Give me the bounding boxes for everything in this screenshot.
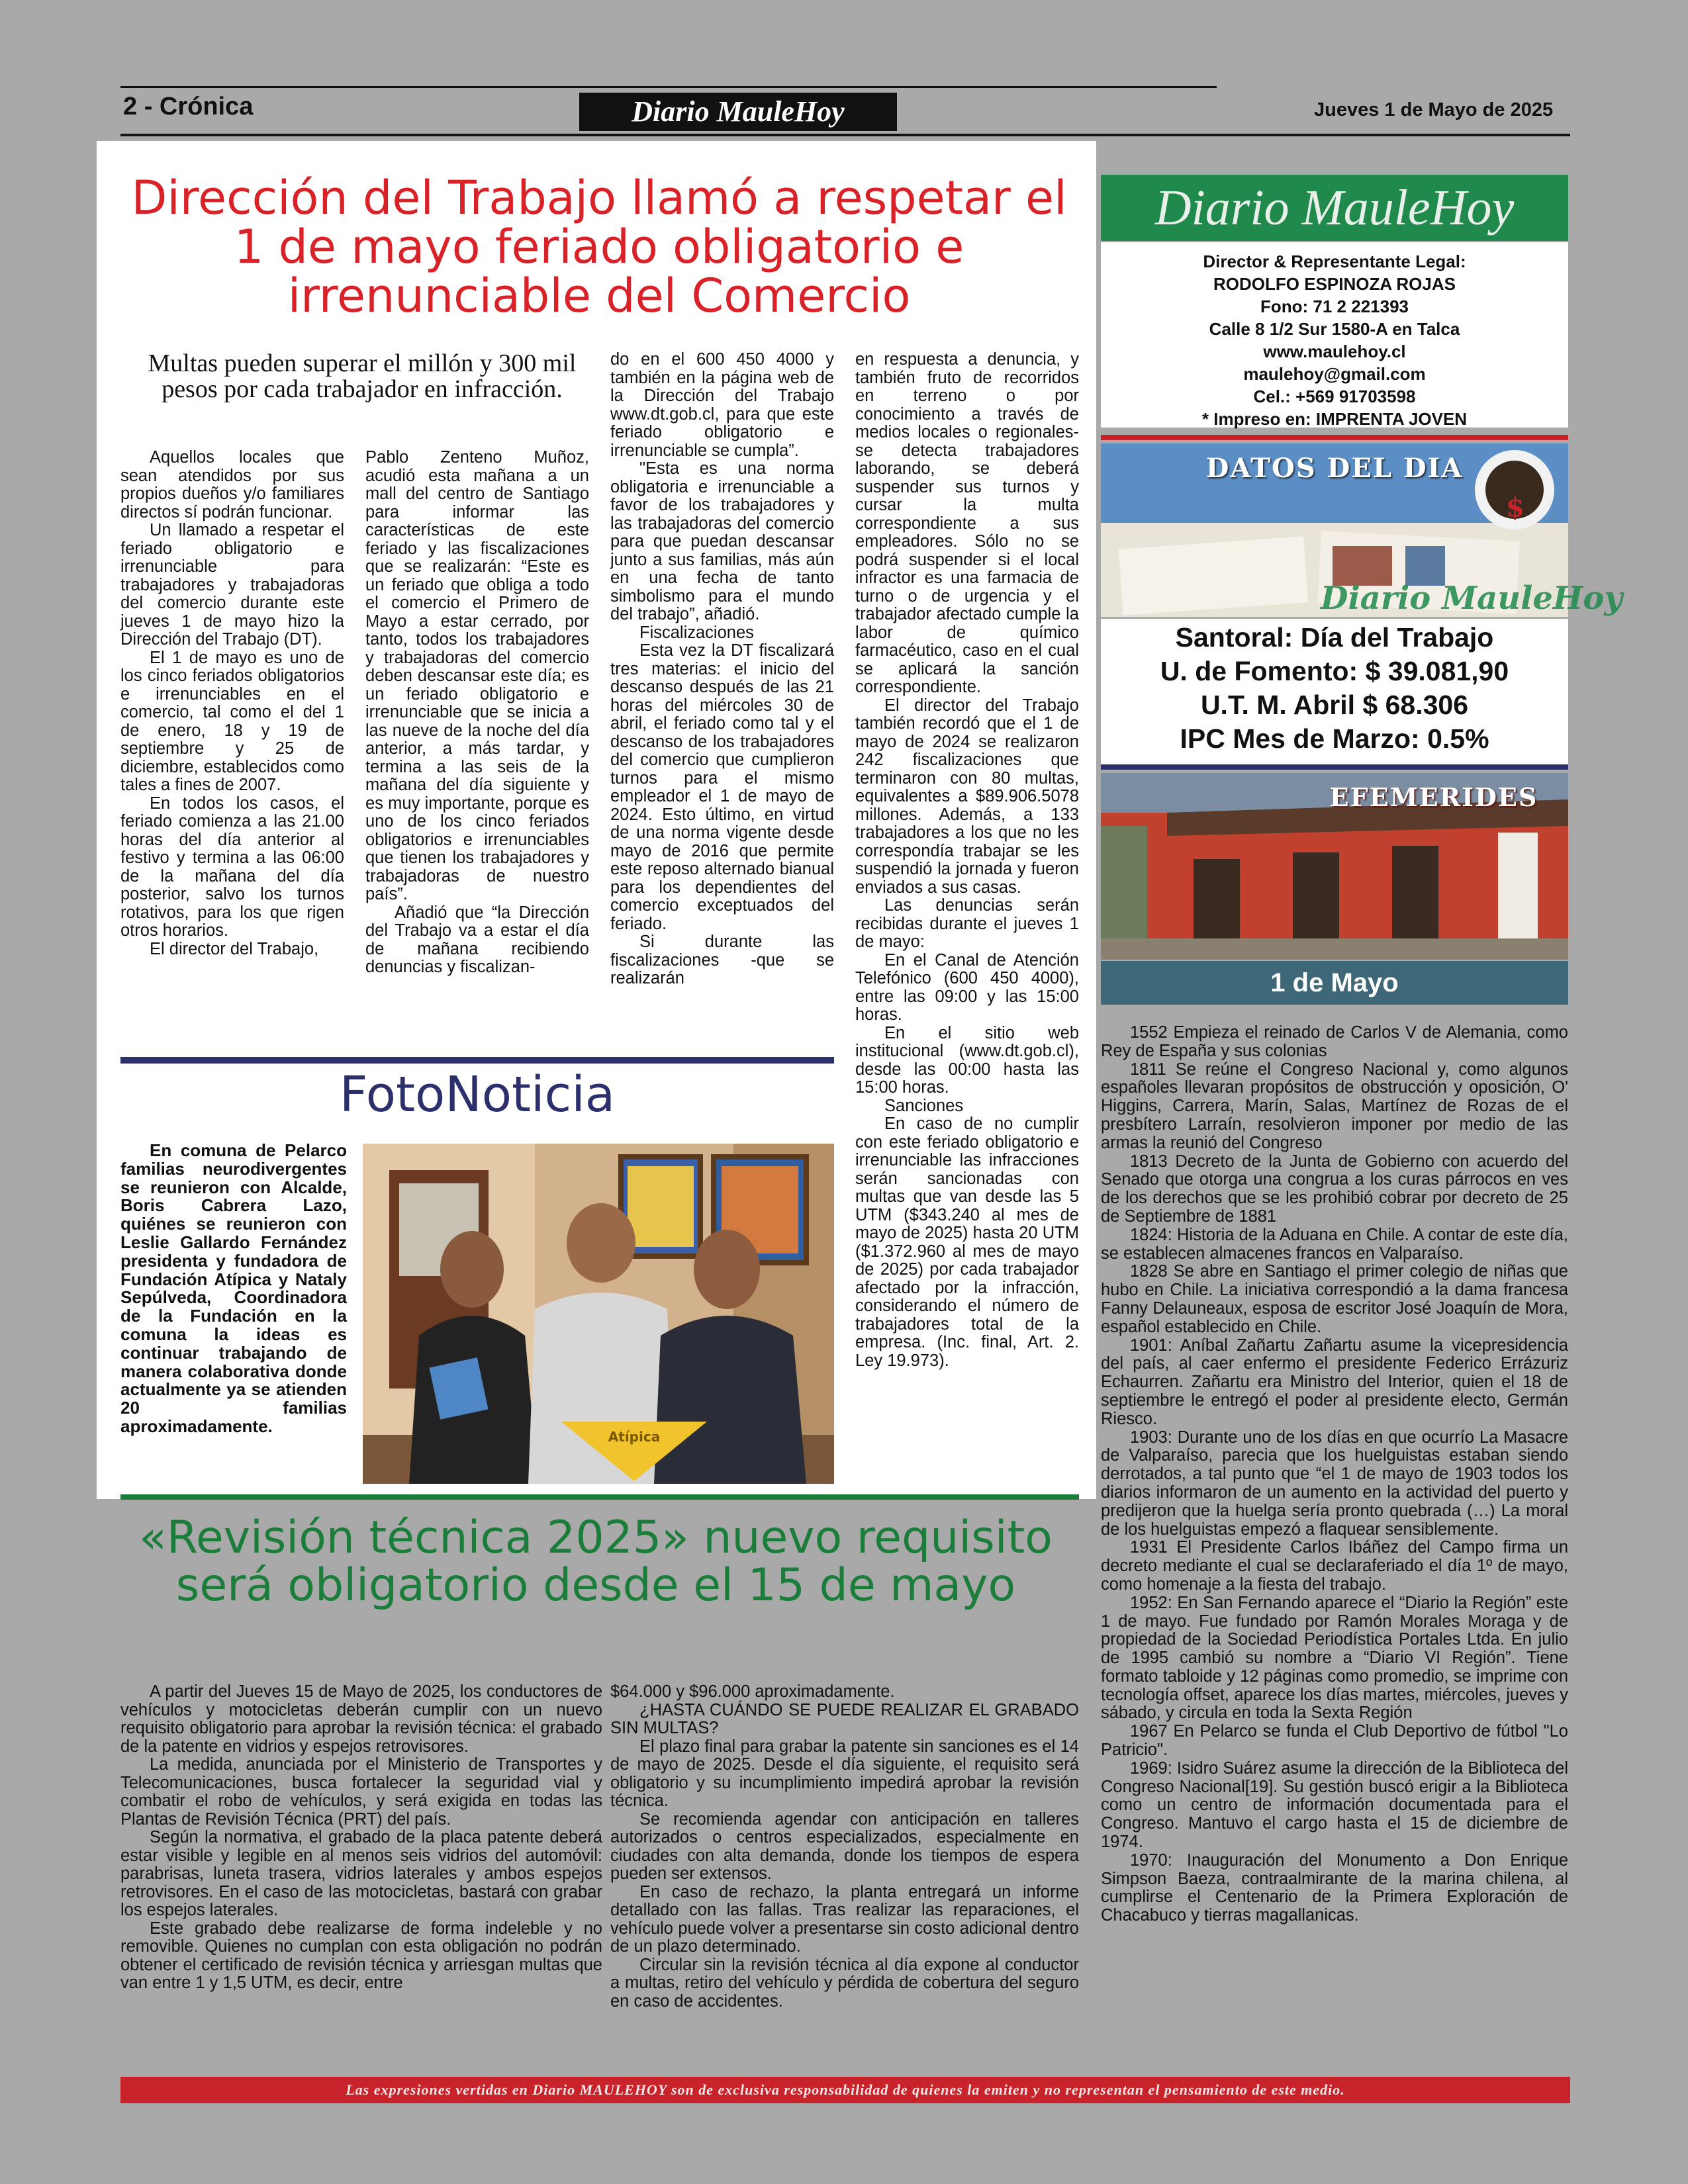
efemerides-date-banner: 1 de Mayo	[1101, 961, 1568, 1005]
staff-line: www.maulehoy.cl	[1263, 341, 1406, 361]
efemeride-item: 1969: Isidro Suárez asume la dirección de la Biblioteca del Congreso Nacional[19]. Su gestión buscó erigir a la Biblioteca como un centro de información documentada para el Congreso. Mantuvo el cargo hasta el 15 de diciembre de 1974.	[1101, 1758, 1568, 1852]
paragraph: En caso de no cumplir con este feriado obligatorio e irrenunciable las infracciones serán sancionadas con multas que van desde las 5 UTM ($343.240 al mes de mayo de 2025) hasta 20 UTM ($1.372.960 al mes de mayo de 2025) por cada trabajador afectado por la infracción, considerando el número de trabajadores total de la empresa. (Inc. final, Art. 2. Ley 19.973).	[855, 1115, 1079, 1370]
paragraph: Las denuncias serán recibidas durante el jueves 1 de mayo:	[855, 896, 1079, 951]
paragraph: Se recomienda agendar con anticipación en talleres autorizados o centros especializados, especialmente en ciudades con alta demanda, donde los tiempos de espera pueden ser extensos.	[610, 1809, 1079, 1883]
article-main-headline: Dirección del Trabajo llamó a respetar el 1 de mayo feriado obligatorio e irrenunciable del Comercio	[131, 171, 1067, 323]
paragraph: Circular sin la revisión técnica al día expone al conductor a multas, retiro del vehículo y pérdida de cobertura del seguro en caso de accidentes.	[610, 1955, 1079, 2011]
efemeride-item: 1824: Historia de la Aduana en Chile. A contar de este día, se establecen almacenes francos en Valparaíso.	[1101, 1225, 1568, 1263]
fotonoticia-bottom-rule	[120, 1494, 1079, 1500]
staff-line: Fono: 71 2 221393	[1260, 296, 1409, 316]
utm-abril: U.T. M. Abril $ 68.306	[1200, 690, 1469, 720]
article-main-col-3	[610, 351, 834, 988]
paragraph: En el sitio web institucional (www.dt.gob.cl), desde las 00:00 hasta las 15:00 horas.	[855, 1023, 1079, 1097]
efemeride-item: 1828 Se abre en Santiago el primer colegio de niñas que hubo en Chile. La iniciativa correspondió a la dama francesa Fanny Delauneaux, esposa de escritor José Joaquín de Mora, español establecido en Chile.	[1101, 1262, 1568, 1336]
article-main-col-1	[120, 449, 344, 958]
paragraph: Esta vez la DT fiscalizará tres materias: el inicio del descanso después de las 21 horas del miércoles 30 de abril, el feriado como tal y el descanso de los trabajadores del comercio que cumplieron turnos para el mismo empleador el 1 de mayo de 2024. Esto último, en virtud de una norma vigente desde mayo de 2016 que permite este reposo alternado bianual para los dependientes del comercio exceptuados del feriado.	[610, 641, 834, 933]
paragraph: El director del Trabajo también recordó que el 1 de mayo de 2024 se realizaron 242 fiscalizaciones que terminaron con 80 multas, equivalentes a $89.906.5078 millones. Además, a 133 trabajadores a los que no les correspondía trabajar se les suspendió la jornada y fueron enviados a sus casas.	[855, 696, 1079, 897]
datos-del-dia-values	[1101, 619, 1568, 766]
paragraph: A partir del Jueves 15 de Mayo de 2025, los conductores de vehículos y motocicletas deberán cumplir con un nuevo requisito obligatorio para aprobar la revisión técnica: el grabado de la patente en vidrios y espejos retrovisores.	[120, 1682, 602, 1756]
paragraph: do en el 600 450 4000 y también en la página web de la Dirección del Trabajo www.dt.gob.cl, para que este feriado obligatorio e irrenunciable se cumpla”.	[610, 350, 834, 460]
paragraph: Este grabado debe realizarse de forma indeleble y no removible. Quienes no cumplan con esta obligación no podrán obtener el certificado de revisión técnica y arriesgan multas que van entre 1 y 1,5 UTM, es decir, entre	[120, 1919, 602, 1992]
efemeride-item: 1811 Se reúne el Congreso Nacional y, como algunos españoles llevaran propósitos de obstrucción y oposición, O' Higgins, Carrera, Marín, Salas, Martínez de Rozas de el presbítero Larraín, resolvieron imponer por medio de las armas la reunió del Congreso	[1101, 1060, 1568, 1152]
paragraph: Aquellos locales que sean atendidos por sus propios dueños y/o familiares directos sí podrán funcionar.	[120, 448, 344, 522]
paragraph: Si durante las fiscalizaciones -que se realizarán	[610, 933, 834, 987]
header-date: Jueves 1 de Mayo de 2025	[1314, 99, 1554, 120]
paragraph: El 1 de mayo es uno de los cinco feriados obligatorios e irrenunciables en el comercio, tal como el del 1 de enero, 18 y 19 de septiembre y 25 de diciembre, establecidos como tales a fines de 2007.	[120, 648, 344, 794]
subheading-hasta-cuando: ¿HASTA CUÁNDO SE PUEDE REALIZAR EL GRABADO SIN MULTAS?	[610, 1700, 1079, 1737]
article-second-col-2	[610, 1683, 1079, 2011]
datos-del-dia-image	[1101, 443, 1623, 617]
sidebar-red-rule	[1101, 435, 1568, 440]
header-top-rule	[120, 86, 1217, 88]
photo-illustration	[363, 1144, 834, 1484]
article-second-headline: «Revisión técnica 2025» nuevo requisito será obligatorio desde el 15 de mayo	[139, 1512, 1053, 1612]
subheading-sanciones: Sanciones	[884, 1096, 964, 1115]
staff-line: Cel.: +569 91703598	[1253, 387, 1416, 406]
efemerides-list	[1101, 1024, 1568, 1925]
fotonoticia-caption: En comuna de Pelarco familias neurodivergentes se reunieron con Alcalde, Boris Cabrera Lazo, quiénes se reunieron con Leslie Gallardo Fernández presidenta y fundadora de Fundación Atípica y Nataly Sepúlveda, Coordinadora de la Fundación en la comuna la ideas es continuar trabajando de manera colaborativa donde actualmente ya se atienden 20 familias aproximadamente.	[120, 1140, 347, 1436]
paragraph: El plazo final para grabar la patente sin sanciones es el 14 de mayo de 2025. Desde el día siguiente, el requisito será obligatorio y su incumplimiento impedirá aprobar la revisión técnica.	[610, 1737, 1079, 1810]
fotonoticia-photo	[363, 1144, 834, 1484]
paragraph: $64.000 y $96.000 aproximadamente.	[610, 1682, 895, 1701]
fotonoticia-top-rule	[120, 1057, 834, 1064]
paragraph: Según la normativa, el grabado de la placa patente deberá estar visible y legible en al menos seis vidrios del automóvil: parabrisas, luneta trasera, vidrios laterales y ambos espejos retrovisores. En el caso de las motocicletas, bastará con grabar los espejos laterales.	[120, 1828, 602, 1919]
efemerides-image	[1101, 773, 1568, 960]
staff-line: * Impreso en: IMPRENTA JOVEN	[1201, 409, 1468, 429]
subheading-fiscalizaciones: Fiscalizaciones	[639, 623, 754, 642]
paragraph: en respuesta a denuncia, y también fruto de recorridos en terreno o por conocimiento a través de medios locales o regionales- se detecta trabajadores laborando, se deberá suspender sus turnos y cursar la multa correspondiente a sus empleadores. Sólo no se podrá suspender si el local infractor es una farmacia de turno o de urgencia y el trabajador afectado cumple la labor de químico farmacéutico, caso en el cual se aplicará la sanción correspondiente.	[855, 350, 1079, 696]
efemeride-item: 1970: Inauguración del Monumento a Don Enrique Simpson Baeza, contraalmirante de la marina chilena, al cumplirse el Centenario de la Primera Exploración de Chacabuco y tierras magallanicas.	[1101, 1850, 1568, 1925]
paragraph: En todos los casos, el feriado comienza a las 21.00 horas del día anterior al festivo y termina a las 06:00 de la mañana del día posterior, salvo los turnos rotativos, para los que rigen otros horarios.	[120, 794, 344, 940]
paragraph: El director del Trabajo,	[150, 939, 319, 958]
datos-del-dia-title: DATOS DEL DIA	[1205, 453, 1464, 484]
page-section-label: 2 - Crónica	[123, 93, 254, 120]
staff-line: Director & Representante Legal:	[1203, 251, 1466, 271]
paragraph: La medida, anunciada por el Ministerio de Transportes y Telecomunicaciones, busca fortalecer la seguridad vial y combatir el robo de vehículos, y será exigida en todas las Plantas de Revisión Técnica (PRT) del país.	[120, 1755, 602, 1829]
staff-line: RODOLFO ESPINOZA ROJAS	[1213, 274, 1456, 294]
efemerides-title: EFEMERIDES	[1329, 782, 1538, 812]
sidebar-navy-rule	[1101, 764, 1568, 770]
efemeride-item: 1931 El Presidente Carlos Ibáñez del Campo firma un decreto mediante el cual se declaraferiado el día 1º de mayo, como homenaje a la fiesta del trabajo.	[1101, 1538, 1568, 1594]
article-main-col-4	[855, 351, 1079, 1370]
sidebar-logo: Diario MauleHoy	[1101, 175, 1568, 241]
fotonoticia-title: FotoNoticia	[339, 1066, 616, 1123]
efemeride-item: 1903: Durante uno de los días en que ocurrío La Masacre de Valparaíso, parecia que los huelguistas estaban siendo derrotados, a tal punto que “el 1 de mayo de 1903 todos los diarios informaron de un aumento en la actividad del puerto y predijeron que la huelga sería pronto quebrada (…) La moral de los huelguistas empezó a flaquear sensiblemente.	[1101, 1428, 1568, 1539]
efemeride-item: 1967 En Pelarco se funda el Club Deportivo de fútbol "Lo Patricio".	[1101, 1722, 1568, 1760]
paragraph: Pablo Zenteno Muñoz, acudió esta mañana a un mall del centro de Santiago para informar las características de este feriado y las fiscalizaciones que se realizarán: “Este es un feriado que obliga a todo el comercio el Primero de Mayo a estar cerrado, por tanto, todos los trabajadores y trabajadoras del comercio deben descansar este día; es un feriado obligatorio e irrenunciable que se inicia a las nueve de la noche del día anterior, a más tardar, y termina a las seis de la mañana del día siguiente y es muy importante, porque es uno de los cinco feriados obligatorios e irrenunciables que tienen los trabajadores y trabajadoras de nuestro país”.	[365, 448, 589, 903]
footer-disclaimer: Las expresiones vertidas en Diario MAULEHOY son de exclusiva responsabilidad de quienes la emiten y no representan el pensamiento de este medio.	[120, 2077, 1570, 2103]
scarf-label: Atípica	[608, 1429, 661, 1445]
staff-line: maulehoy@gmail.com	[1243, 364, 1426, 384]
efemeride-item: 1952: En San Fernando aparece el “Diario la Región” este 1 de mayo. Fue fundado por Ramón Morales Moraga y de propiedad de la Sociedad Periodística Portales Ltda. En julio de 1995 cambió su nombre a “Diario VI Región”. Tiene formato tabloide y 12 páginas como promedio, se imprime con tecnología offset, aparece los días martes, miércoles, jueves y sábado, y circula en toda la Sexta Región	[1101, 1593, 1568, 1723]
header-bottom-rule	[120, 134, 1570, 136]
efemeride-item: 1901: Aníbal Zañartu Zañartu asume la vicepresidencia del país, al caer enfermo el presidente Federico Errázuriz Echaurren. Zañartu era Ministro del Interior, quien el 18 de septiembre le entregó el poder al presidente electo, Germán Riesco.	[1101, 1336, 1568, 1428]
staff-line: Calle 8 1/2 Sur 1580-A en Talca	[1209, 319, 1460, 339]
article-main-col-2	[365, 449, 589, 977]
efemeride-item: 1552 Empieza el reinado de Carlos V de Alemania, como Rey de España y sus colonias	[1101, 1023, 1568, 1060]
santoral: Santoral: Día del Trabajo	[1175, 622, 1494, 653]
header-logo: Diario MauleHoy	[579, 93, 897, 131]
dollar-icon: $	[1506, 492, 1524, 523]
efemeride-item: 1813 Decreto de la Junta de Gobierno con acuerdo del Senado que otorga una congrua a los curas párrocos en ves de los derechos que se les prohibió cobrar por decreto de 25 de Septiembre de 1881	[1101, 1152, 1568, 1226]
ipc-marzo: IPC Mes de Marzo: 0.5%	[1180, 723, 1489, 754]
paragraph: En el Canal de Atención Telefónico (600 450 4000), entre las 09:00 y las 15:00 horas.	[855, 950, 1079, 1024]
paragraph: "Esta es una norma obligatoria e irrenunciable a favor de los trabajadores y las trabajadoras del comercio para que puedan descansar junto a sus familias, más aún en una fecha de tanto simbolismo para el mundo del trabajo”, añadió.	[610, 459, 834, 623]
paragraph: En caso de rechazo, la planta entregará un informe detallado con las fallas. Tras realizar las reparaciones, el vehículo puede volver a presentarse sin costo adicional dentro de un plazo determinado.	[610, 1882, 1079, 1956]
sidebar-staff-info	[1101, 250, 1568, 430]
article-main-subhead: Multas pueden superar el millón y 300 mil pesos por cada trabajador en infracción.	[148, 349, 577, 403]
paragraph: Un llamado a respetar el feriado obligatorio e irrenunciable para trabajadores y trabajadoras del comercio durante este jueves 1 de mayo hizo la Dirección del Trabajo (DT).	[120, 521, 344, 649]
paragraph: Añadió que “la Dirección del Trabajo va a estar el día de mañana recibiendo denuncias y fiscalizan-	[365, 903, 589, 976]
unidad-de-fomento: U. de Fomento: $ 39.081,90	[1160, 656, 1509, 686]
article-second-col-1	[120, 1683, 602, 1993]
datos-watermark-logo: Diario MauleHoy	[1320, 580, 1623, 617]
